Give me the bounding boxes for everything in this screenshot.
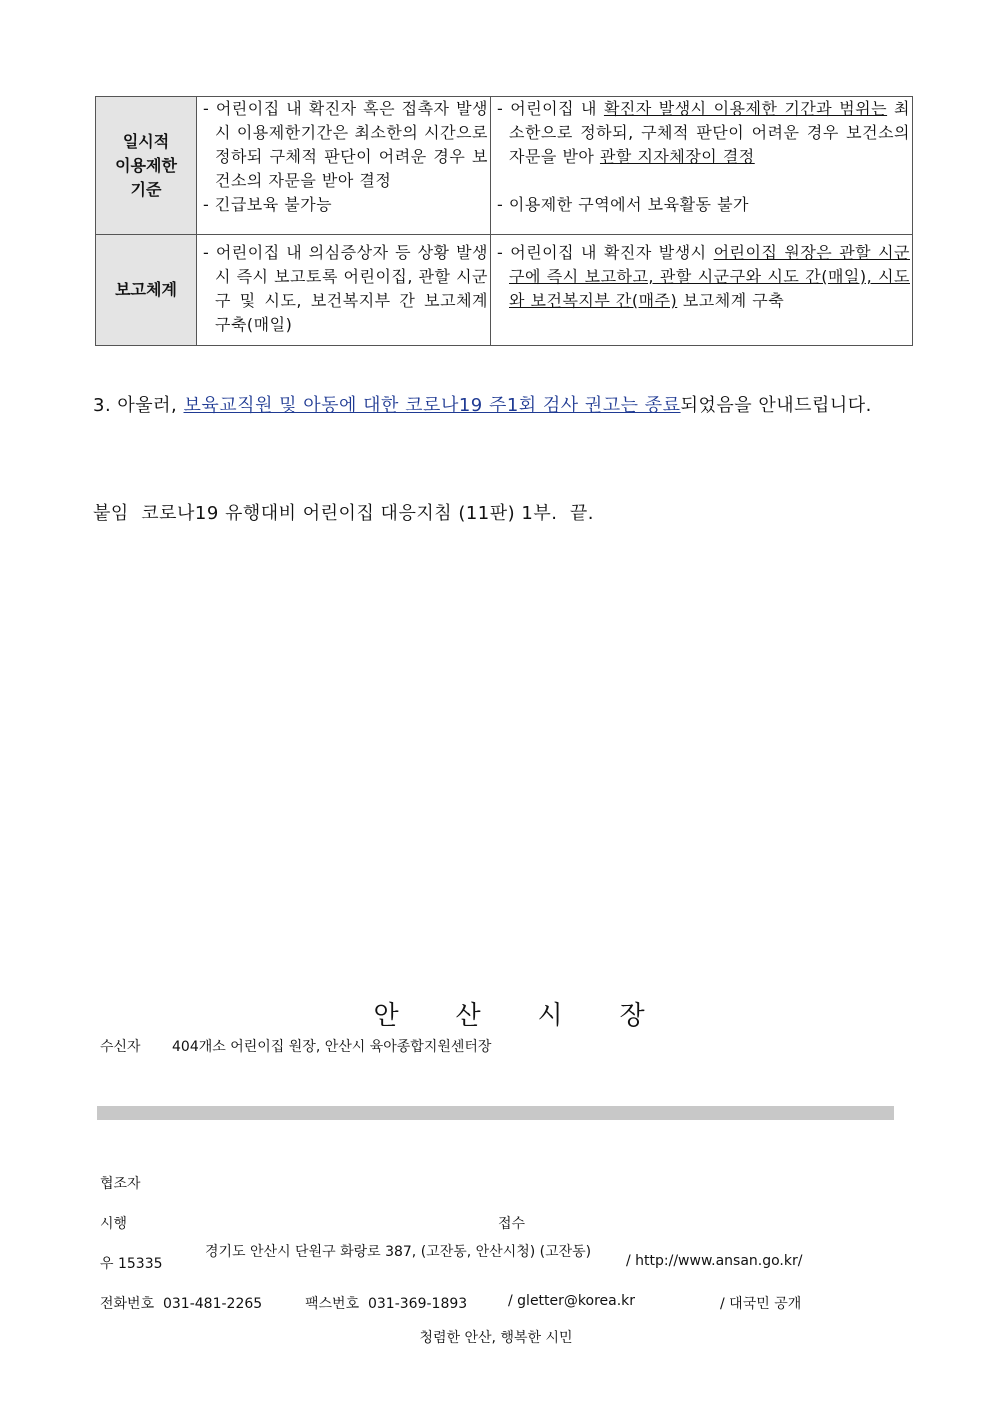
new-reporting-cell: [491, 235, 913, 346]
paragraph-3: 3. 아울러, 보육교직원 및 아동에 대한 코로나19 주1회 검사 권고는 종료되었음을 안내드립니다.: [93, 395, 872, 416]
new-criteria-cell: - 어린이집 내 확진자 발생시 이용제한 기간과 범위는 최소한으로 정하되, 구체적 판단이 어려운 경우 보건소의 자문을 받아 관할 지자체장이 결정 - 이용제한 구역에서 보육활동 불가: [491, 97, 913, 235]
receipt-label: 접수: [498, 1216, 526, 1232]
city-slogan: 청렴한 안산, 행복한 시민: [419, 1330, 573, 1346]
row-header: 보고체계: [96, 235, 197, 346]
row-header: 일시적 이용제한 기준: [96, 97, 197, 235]
cooperator-label: 협조자: [100, 1176, 141, 1192]
signature-title: 안 산 시 장: [373, 1001, 645, 1031]
disclosure-status: / 대국민 공개: [720, 1296, 802, 1312]
recipient-label: 수신자: [100, 1039, 141, 1055]
table-row: [96, 97, 913, 235]
attachment-line: 붙임 코로나19 유행대비 어린이집 대응지침 (11판) 1부. 끝.: [93, 503, 595, 524]
phone-number: 전화번호 031-481-2265: [100, 1296, 263, 1312]
fax-number: 팩스번호 031-369-1893: [305, 1296, 468, 1312]
divider-bar: [97, 1106, 894, 1120]
old-reporting-cell: - 어린이집 내 의심증상자 등 상황 발생 시 즉시 보고토록 어린이집, 관할 시군구 및 시도, 보건복지부 간 보고체계 구축(매일): [197, 235, 491, 346]
recipient-value: 404개소 어린이집 원장, 안산시 육아종합지원센터장: [172, 1039, 492, 1055]
enforce-label: 시행: [100, 1216, 128, 1232]
table-row: [96, 235, 913, 346]
email-address[interactable]: / gletter@korea.kr: [508, 1293, 636, 1309]
homepage-link[interactable]: / http://www.ansan.go.kr/: [626, 1253, 803, 1269]
postal-code: 우 15335: [100, 1256, 163, 1272]
highlighted-notice: 보육교직원 및 아동에 대한 코로나19 주1회 검사 권고는 종료: [183, 395, 681, 416]
address: 경기도 안산시 단원구 화랑로 387, (고잔동, 안산시청) (고잔동): [205, 1244, 592, 1260]
old-criteria-cell: - 어린이집 내 확진자 혹은 접촉자 발생시 이용제한기간은 최소한의 시간으로 정하되 구체적 판단이 어려운 경우 보건소의 자문을 받아 결정 - 긴급보육 불가능: [197, 97, 491, 235]
new-criteria-text: - 어린이집 내 확진자 발생시 이용제한 기간과 범위는 최소한으로 정하되, 구체적 판단이 어려운 경우 보건소의 자문을 받아 관할 지자체장이 결정: [497, 99, 910, 166]
new-reporting-text: - 어린이집 내 확진자 발생시 어린이집 원장은 관할 시군구에 즉시 보고하고, 관할 시군구와 시도 간(매일), 시도와 보건복지부 간(매주) 보고체계 구축: [497, 243, 910, 310]
comparison-table: [95, 96, 913, 346]
